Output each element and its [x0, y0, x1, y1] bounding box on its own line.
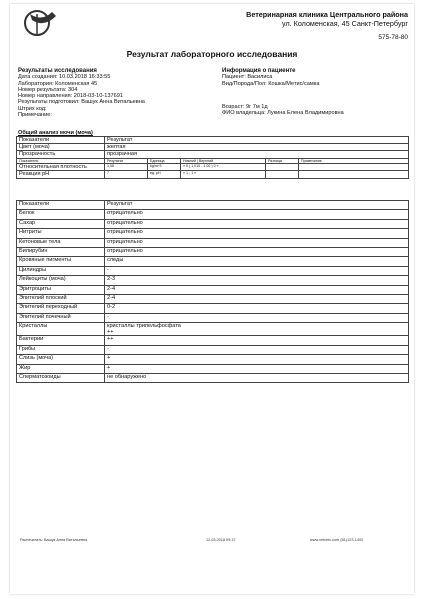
table-cell: отрицательно [105, 247, 409, 256]
table-cell: следы [105, 257, 409, 266]
table-row [17, 238, 409, 247]
table-cell: Эпителий переходный [17, 304, 105, 313]
table-cell: отрицательно [105, 210, 409, 219]
table-cell: ++ [105, 336, 409, 345]
table-cell: Жир [17, 364, 105, 373]
urinalysis-chemical-table [16, 200, 409, 383]
table-cell: Результат [105, 137, 409, 144]
table-cell: Бактерии [17, 336, 105, 345]
table-row [17, 210, 409, 219]
table-cell: не обнаружено [105, 374, 409, 383]
table-row [17, 364, 409, 373]
table-row [17, 201, 409, 210]
results-info-line: Штрих код: [18, 105, 47, 112]
table-cell: 0-2 [105, 304, 409, 313]
table-row [17, 323, 409, 336]
table-cell [299, 171, 409, 178]
table-cell: 7 [105, 171, 148, 178]
table-cell: Слизь (моча) [17, 355, 105, 364]
table-cell: Единица [148, 158, 181, 164]
results-info-line: Примечание: [18, 112, 52, 119]
table-cell: « 1 - 1 » [181, 171, 266, 178]
table-row [17, 355, 409, 364]
table-cell: Грибы [17, 345, 105, 354]
table-cell: 2-3 [105, 276, 409, 285]
table-cell [266, 164, 299, 171]
patient-info-block [222, 68, 319, 87]
table-cell [299, 164, 409, 171]
table-cell: Цилиндры [17, 266, 105, 275]
table-cell: - [105, 313, 409, 322]
footer-prepared: Распечатать: Вашук Анна Витальевна [20, 538, 88, 542]
results-info-line: Дата создания: 10.03.2018 16:33:55 [18, 74, 111, 81]
table-cell: ед. рН [148, 171, 181, 178]
table-cell: Показатели [17, 137, 105, 144]
clinic-logo-icon [22, 8, 62, 38]
table-cell: Кетоновые тела [17, 238, 105, 247]
table-cell: + [105, 364, 409, 373]
table-cell: Эпителий почечный [17, 313, 105, 322]
table-cell: Результат [105, 158, 148, 164]
table-row [17, 229, 409, 238]
table-cell: 1,06 [105, 164, 148, 171]
table-row [17, 144, 409, 151]
table-cell: Результат [105, 201, 409, 210]
patient-species: Вид/Порода/Пол: Кошка/Метис/самка [222, 80, 320, 87]
table-cell: Примечание [299, 158, 409, 164]
table-row [17, 276, 409, 285]
patient-info-heading: Информация о пациенте [222, 68, 296, 74]
table-cell: 2-4 [105, 285, 409, 294]
table-cell: Сперматозоиды [17, 374, 105, 383]
table-row [17, 313, 409, 322]
table-cell: Кристаллы [17, 323, 105, 336]
table-cell [266, 171, 299, 178]
results-info-line: Номер направления: 2018-03-10-137691 [18, 93, 123, 100]
table-cell: Сахар [17, 219, 105, 228]
table-row [17, 164, 409, 171]
results-info-line: Номер результата: 304 [18, 86, 78, 93]
table-cell: Прозрачность [17, 151, 105, 158]
table-cell: 2-4 [105, 294, 409, 303]
table-cell: - [105, 345, 409, 354]
clinic-header [246, 10, 408, 28]
patient-age: Возраст: 9г 7м 1д [222, 104, 268, 110]
table-row [17, 285, 409, 294]
table-cell: прозрачная [105, 151, 409, 158]
table-cell: « 0 ( 1,010 - 1,00 ) 0 » [181, 164, 266, 171]
table-cell: Эпителий плоский [17, 294, 105, 303]
results-info-line: Результаты подготовил: Вашук Анна Витальевна [18, 99, 145, 106]
results-info-heading: Результаты исследования [18, 68, 97, 74]
table-cell: отрицательно [105, 238, 409, 247]
table-row [17, 137, 409, 144]
patient-name: Пациент: Василиса [222, 74, 273, 81]
table-cell: кристаллы трипельфосфата ++ [105, 323, 409, 336]
table-cell: отрицательно [105, 219, 409, 228]
table-cell: Относительная плотность [17, 164, 105, 171]
clinic-name: Ветеринарная клиника Центрального района [246, 10, 408, 19]
table-row [17, 374, 409, 383]
table-row [17, 171, 409, 178]
table-cell: Нижний | Верхний [181, 158, 266, 164]
table-cell: желтая [105, 144, 409, 151]
clinic-address: ул. Коломенская, 45 Санкт-Петербург [282, 19, 408, 28]
table-cell: + [105, 355, 409, 364]
table-cell: Разница [266, 158, 299, 164]
table-cell: Лейкоциты (моча) [17, 276, 105, 285]
table-row [17, 151, 409, 158]
table-row [17, 247, 409, 256]
table-row [17, 336, 409, 345]
table-row [17, 345, 409, 354]
results-info-line: Лаборатория: Коломенская 45 [18, 80, 98, 87]
table-row [17, 294, 409, 303]
table-cell: Показатели [17, 158, 105, 164]
table-row [17, 304, 409, 313]
table-cell: - [105, 266, 409, 275]
footer-site: www.vetvetc.com (81)123-1400 [310, 538, 364, 542]
table-row [17, 219, 409, 228]
table-cell: kg/m^3 [148, 164, 181, 171]
footer-date: 12.03.2018 09:37 [206, 538, 236, 542]
owner-name: ФИО владельца: Лукина Елена Владимировна [222, 110, 344, 117]
table-row [17, 266, 409, 275]
table-cell: Белок [17, 210, 105, 219]
results-info-block [18, 68, 145, 118]
table-cell: Кровяные пигменты [17, 257, 105, 266]
table-cell: отрицательно [105, 229, 409, 238]
section-title: Общий анализ мочи (моча) [18, 130, 93, 136]
page-title: Результат лабораторного исследования [126, 49, 298, 59]
clinic-phone: 575-78-80 [378, 34, 408, 41]
urinalysis-physical-table [16, 136, 409, 179]
table-cell: Нитриты [17, 229, 105, 238]
table-cell: Реакция рН [17, 171, 105, 178]
table-cell: Показатели [17, 201, 105, 210]
table-cell: Цвет (моча) [17, 144, 105, 151]
table-cell: Билирубин [17, 247, 105, 256]
table-row [17, 257, 409, 266]
patient-info-extra [222, 104, 344, 117]
document-page [10, 4, 414, 594]
table-cell: Эритроциты [17, 285, 105, 294]
